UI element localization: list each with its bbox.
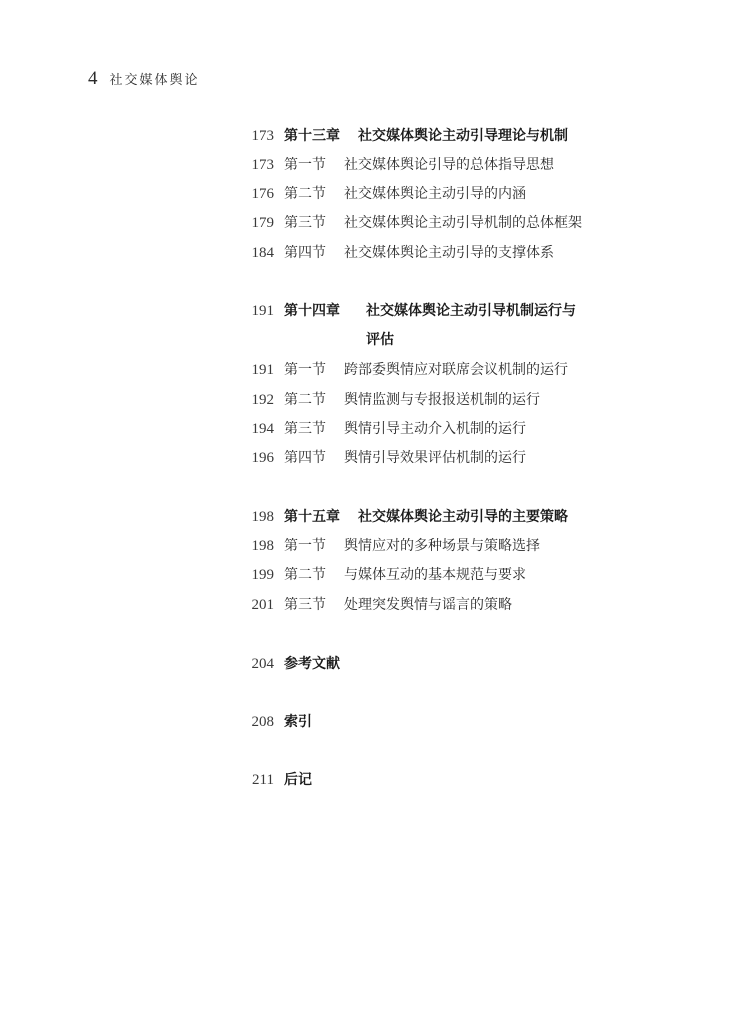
toc-page-number: 199 xyxy=(251,567,274,583)
toc-chapter-label: 第十四章 xyxy=(284,303,340,319)
toc-section-title: 社交媒体舆论主动引导机制的总体框架 xyxy=(344,215,582,231)
toc-page-number: 194 xyxy=(251,421,274,437)
toc-afterword[interactable] xyxy=(0,768,730,798)
toc-section-label: 第一节 xyxy=(284,538,326,554)
toc-chapter-title: 社交媒体舆论主动引导的主要策略 xyxy=(358,509,568,525)
toc-chapter-title-continued: 评估 xyxy=(366,332,394,348)
toc-section-label: 第二节 xyxy=(284,567,326,583)
toc-page-number: 173 xyxy=(251,128,274,144)
book-title: 社交媒体舆论 xyxy=(109,73,200,88)
toc-section-title: 舆情引导效果评估机制的运行 xyxy=(344,450,526,466)
toc-page-number: 173 xyxy=(251,157,274,173)
toc-page-number: 191 xyxy=(251,303,274,319)
toc-section-label: 第四节 xyxy=(284,245,326,261)
toc-section-label: 第三节 xyxy=(284,215,326,231)
toc-section-title: 舆情应对的多种场景与策略选择 xyxy=(344,538,540,554)
toc-section[interactable] xyxy=(0,241,730,271)
toc-chapter-title: 社交媒体舆论主动引导机制运行与 xyxy=(366,303,576,319)
toc-section[interactable] xyxy=(0,211,730,241)
toc-page-number: 176 xyxy=(251,186,274,202)
toc-section-title: 社交媒体舆论主动引导的支撑体系 xyxy=(344,245,554,261)
toc-page-number: 201 xyxy=(251,597,274,613)
toc-page-number: 208 xyxy=(251,714,274,730)
toc-section[interactable] xyxy=(0,563,730,593)
toc-page-number: 198 xyxy=(251,538,274,554)
toc-section-label: 第三节 xyxy=(284,421,326,437)
toc-page-number: 204 xyxy=(251,656,274,672)
toc-section[interactable] xyxy=(0,358,730,388)
toc-chapter-14[interactable] xyxy=(0,299,730,359)
toc-chapter-15[interactable] xyxy=(0,505,730,535)
page-number: 4 xyxy=(88,68,98,89)
toc-section[interactable] xyxy=(0,534,730,564)
toc-references-label: 参考文献 xyxy=(284,656,340,672)
toc-chapter-title: 社交媒体舆论主动引导理论与机制 xyxy=(358,128,568,144)
toc-page-number: 196 xyxy=(251,450,274,466)
toc-references[interactable] xyxy=(0,652,730,682)
toc-section[interactable] xyxy=(0,593,730,623)
toc-section[interactable] xyxy=(0,388,730,418)
toc-section-label: 第一节 xyxy=(284,157,326,173)
toc-section-title: 跨部委舆情应对联席会议机制的运行 xyxy=(344,362,568,378)
toc-chapter-label: 第十五章 xyxy=(284,509,340,525)
toc-section-title: 社交媒体舆论引导的总体指导思想 xyxy=(344,157,554,173)
toc-page-number: 192 xyxy=(251,392,274,408)
toc-page-number: 191 xyxy=(251,362,274,378)
toc-section[interactable] xyxy=(0,182,730,212)
running-head xyxy=(88,68,200,94)
toc-chapter-13[interactable] xyxy=(0,124,730,154)
toc-section-label: 第二节 xyxy=(284,186,326,202)
toc-section-title: 舆情引导主动介入机制的运行 xyxy=(344,421,526,437)
toc-section-label: 第一节 xyxy=(284,362,326,378)
toc-page-number: 211 xyxy=(252,772,274,788)
toc-afterword-label: 后记 xyxy=(284,772,312,788)
toc-section-title: 社交媒体舆论主动引导的内涵 xyxy=(344,186,526,202)
toc-section[interactable] xyxy=(0,153,730,183)
toc-section-label: 第三节 xyxy=(284,597,326,613)
toc-index-label: 索引 xyxy=(284,714,312,730)
toc-section[interactable] xyxy=(0,417,730,447)
toc-section-label: 第四节 xyxy=(284,450,326,466)
toc-section-title: 舆情监测与专报报送机制的运行 xyxy=(344,392,540,408)
toc-index[interactable] xyxy=(0,710,730,740)
toc-section-title: 处理突发舆情与谣言的策略 xyxy=(344,597,512,613)
toc-page-number: 179 xyxy=(251,215,274,231)
toc-section[interactable] xyxy=(0,446,730,476)
toc-section-label: 第二节 xyxy=(284,392,326,408)
toc-page-number: 184 xyxy=(251,245,274,261)
toc-page-number: 198 xyxy=(251,509,274,525)
toc-chapter-label: 第十三章 xyxy=(284,128,340,144)
toc-section-title: 与媒体互动的基本规范与要求 xyxy=(344,567,526,583)
